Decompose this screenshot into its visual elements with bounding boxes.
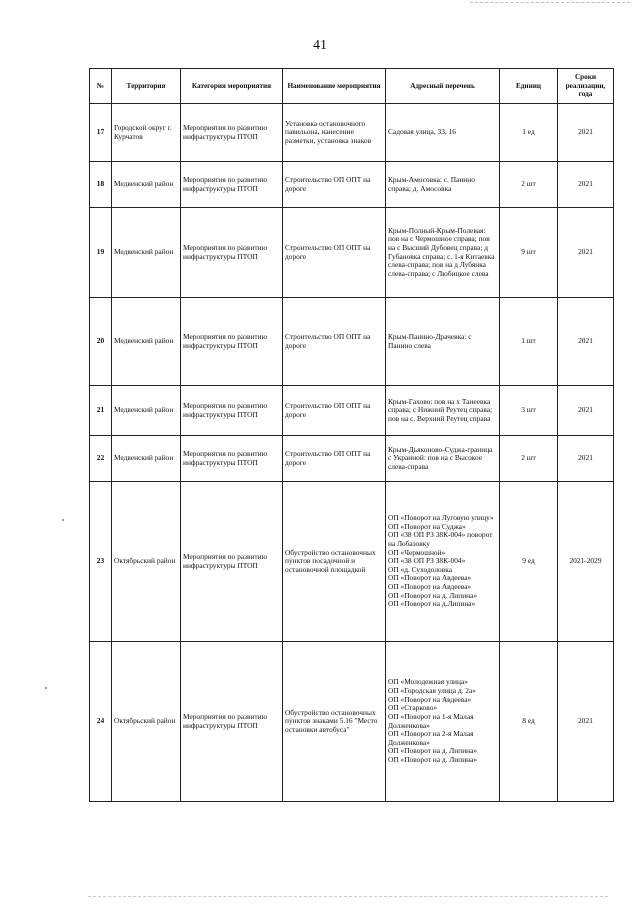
address-line: ОП «38 ОП РЗ 38К-004» [388,556,466,566]
row-number: 19 [90,208,112,298]
row-number: 22 [90,436,112,482]
unit-cell: 1 ед [500,104,558,162]
category-cell: Мероприятия по развитию инфраструктуры ПТОП [181,482,283,642]
table-row [90,482,614,642]
address-line: ОП «Поворот на 2-я Малая Долженкова» [388,729,474,747]
address-cell [386,208,500,298]
measures-table [89,68,614,802]
address-line: ОП «Поворот на Суджа» [388,521,466,531]
unit-cell: 3 шт [500,386,558,436]
address-cell [386,162,500,208]
address-line: Крым-Гахово: пов на х Танеевка справа; с Нижний Реутец справа; пов на с. Верхний Реутец справа [388,396,493,423]
territory-cell: Октябрьский район [112,642,181,802]
row-number: 20 [90,298,112,386]
category-cell: Мероприятия по развитию инфраструктуры ПТОП [181,208,283,298]
address-line: ОП «Поворот на Авдеева» [388,694,472,704]
header-num: № [90,69,112,104]
territory-cell: Медвенский район [112,436,181,482]
address-line: ОП «Поворот на Авдеева» [388,582,472,592]
header-category: Категория мероприятия [181,69,283,104]
table-row [90,386,614,436]
address-cell [386,436,500,482]
term-cell: 2021 [558,436,614,482]
row-number: 21 [90,386,112,436]
row-number: 23 [90,482,112,642]
measure-name-cell: Обустройство остановочных пунктов знаками 5.16 "Место остановки автобуса" [283,642,386,802]
table-row [90,642,614,802]
measure-name-cell: Строительство ОП ОПТ на дороге [283,162,386,208]
territory-cell: Медвенский район [112,162,181,208]
category-cell: Мероприятия по развитию инфраструктуры ПТОП [181,298,283,386]
unit-cell: 1 шт [500,298,558,386]
address-line: ОП «Чермошной» [388,547,446,557]
category-cell: Мероприятия по развитию инфраструктуры ПТОП [181,642,283,802]
term-cell: 2021 [558,104,614,162]
address-line: ОП «Старково» [388,703,438,713]
page-number: 41 [313,38,327,53]
term-cell: 2021 [558,208,614,298]
address-line: ОП «Поворот на д. Липина» [388,755,478,765]
term-cell: 2021-2029 [558,482,614,642]
header-term: Сроки реализации, года [558,69,614,104]
address-line: ОП «Поворот на Авдеева» [388,573,472,583]
category-cell: Мероприятия по развитию инфраструктуры ПТОП [181,386,283,436]
territory-cell: Медвенский район [112,298,181,386]
unit-cell: 9 шт [500,208,558,298]
header-unit: Единиц [500,69,558,104]
row-number: 18 [90,162,112,208]
address-cell [386,298,500,386]
unit-cell: 2 шт [500,436,558,482]
address-line: ОП «Поворот на д.Липина» [388,599,476,609]
table-row [90,436,614,482]
table-row [90,208,614,298]
header-name: Наименование мероприятия [283,69,386,104]
unit-cell: 2 шт [500,162,558,208]
address-line: Крым-Полный-Крым-Полевая: пов на с Чермошное справа; пов на с Высший Дубовец справа; д Губановка справа; с. 1-я Китаевка слева-справа; пов на д Лубянка слева-справа; с Любицкое слева [388,225,495,278]
table-row [90,298,614,386]
address-line: Садовая улица, 33, 16 [388,127,457,137]
header-territory: Территория [112,69,181,104]
address-line: ОП «Молодежная улица» [388,677,468,687]
term-cell: 2021 [558,386,614,436]
address-line: ОП «Поворот на д. Липина» [388,746,478,756]
address-cell [386,104,500,162]
row-number: 24 [90,642,112,802]
measure-name-cell: Строительство ОП ОПТ на дороге [283,298,386,386]
measure-name-cell: Обустройство остановочных пунктов посадочной и остановочной площадкой [283,482,386,642]
top-scan-rule [470,2,630,3]
table-row [90,162,614,208]
term-cell: 2021 [558,298,614,386]
term-cell: 2021 [558,642,614,802]
address-line: ОП «Поворот на 1-я Малая Долженкова» [388,711,474,730]
table-row [90,104,614,162]
measure-name-cell: Строительство ОП ОПТ на дороге [283,386,386,436]
measure-name-cell: Строительство ОП ОПТ на дороге [283,436,386,482]
address-line: ОП «Поворот на д. Липина» [388,590,478,600]
address-line: ОП «д. Суходоловка [388,564,452,574]
term-cell: 2021 [558,162,614,208]
bottom-scan-rule [88,896,608,897]
category-cell: Мероприятия по развитию инфраструктуры ПТОП [181,162,283,208]
scan-speck [62,519,64,521]
address-line: Крым-Дьяконово-Суджа-граница с Украиной: пов на с Высокое слева-справа [388,444,493,471]
table-body [90,104,614,802]
address-line: Крым-Панино-Драчевка: с Панино слева [388,331,472,350]
territory-cell: Медвенский район [112,208,181,298]
category-cell: Мероприятия по развитию инфраструктуры ПТОП [181,436,283,482]
unit-cell: 8 ед [500,642,558,802]
scan-speck [45,687,47,689]
address-line: Крым-Амосовка: с. Панино справа; д. Амосовка [388,174,475,193]
address-cell [386,482,500,642]
address-cell [386,642,500,802]
address-line: ОП «Городская улица д. 2а» [388,685,476,695]
measure-name-cell: Установка остановочного павильона, нанесение разметки, установка знаков [283,104,386,162]
address-cell [386,386,500,436]
measure-name-cell: Строительство ОП ОПТ на дороге [283,208,386,298]
territory-cell: Октябрьский район [112,482,181,642]
address-line: ОП «38 ОП РЗ 38К-004» поворот на Лобазовку [388,530,493,548]
address-line: ОП «Поворот на Луговую улицу» [388,512,494,522]
unit-cell: 9 ед [500,482,558,642]
territory-cell: Городской округ г. Курчатов [112,104,181,162]
table-header-row [90,69,614,104]
category-cell: Мероприятия по развитию инфраструктуры ПТОП [181,104,283,162]
header-address: Адресный перечень [386,69,500,104]
row-number: 17 [90,104,112,162]
territory-cell: Медвенский район [112,386,181,436]
